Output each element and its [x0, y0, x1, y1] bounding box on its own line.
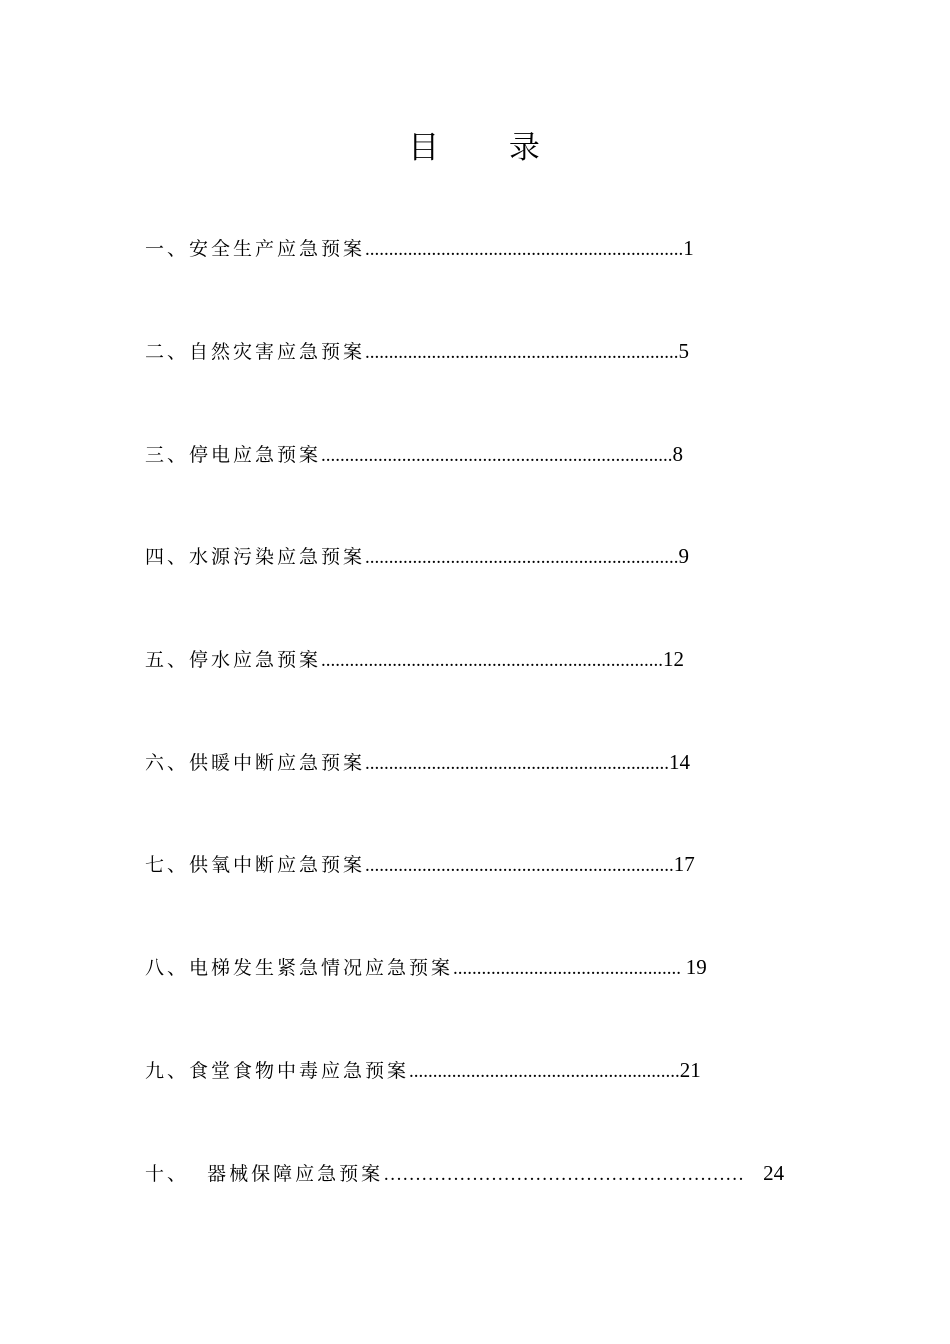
- toc-entry-page: 19: [685, 955, 707, 979]
- toc-entry-page: 14: [669, 750, 691, 774]
- toc-entry-label: 电梯发生紧急情况应急预案: [189, 957, 454, 979]
- toc-entry[interactable]: [145, 233, 694, 263]
- toc-entry[interactable]: [145, 747, 690, 777]
- toc-entry-leader: ................................................: [453, 958, 686, 979]
- toc-entry-number: 七、: [145, 854, 190, 876]
- toc-entry-number: 八、: [145, 957, 190, 979]
- toc-entry-label: 安全生产应急预案: [189, 238, 366, 260]
- toc-entry-leader: ..................................................................: [365, 547, 679, 568]
- toc-entry-page: 9: [678, 544, 690, 568]
- toc-entry-label: 停电应急预案: [189, 444, 322, 466]
- page-title: 目 录: [408, 130, 570, 166]
- toc-entry-page: 1: [683, 236, 694, 260]
- toc-entry-page: 5: [678, 339, 690, 363]
- toc-entry-page: 17: [673, 852, 695, 876]
- toc-entry-page: 12: [663, 647, 685, 671]
- toc-entry-number: 二、: [145, 341, 190, 363]
- toc-entry-number: 四、: [145, 546, 190, 568]
- toc-entry[interactable]: [145, 952, 707, 982]
- toc-entry-leader: .........................................................: [409, 1061, 680, 1082]
- toc-entry[interactable]: [145, 1158, 784, 1188]
- toc-entry-number: 一、: [145, 238, 190, 260]
- toc-entry-label: 自然灾害应急预案: [189, 341, 366, 363]
- toc-entry[interactable]: [145, 439, 683, 469]
- toc-entry-number: 十、: [145, 1163, 190, 1185]
- toc-entry-label: 器械保障应急预案: [189, 1163, 384, 1185]
- toc-entry[interactable]: [145, 644, 684, 674]
- toc-entry-number: 六、: [145, 752, 190, 774]
- toc-entry-label: 水源污染应急预案: [189, 546, 366, 568]
- toc-entry[interactable]: [145, 1055, 701, 1085]
- toc-entry-label: 停水应急预案: [189, 649, 322, 671]
- toc-entry[interactable]: [145, 541, 689, 571]
- toc-entry-leader: ...................................................................: [365, 239, 684, 260]
- toc-entry-number: 九、: [145, 1060, 190, 1082]
- toc-entry-label: 供暖中断应急预案: [189, 752, 366, 774]
- toc-entry-leader: ........................................................................: [321, 650, 664, 671]
- toc-entry-number: 三、: [145, 444, 190, 466]
- toc-entry-leader: ................................................................: [365, 753, 670, 774]
- toc-entry-page: 21: [679, 1058, 701, 1082]
- toc-entry-leader: ..........................................................................: [321, 445, 673, 466]
- toc-entry[interactable]: [145, 849, 695, 879]
- toc-entry-page: 8: [672, 442, 684, 466]
- toc-entry-page: 24: [763, 1161, 785, 1185]
- toc-entry-leader: .................................................................: [365, 855, 674, 876]
- toc-entry[interactable]: [145, 336, 689, 366]
- toc-entry-label: 供氧中断应急预案: [189, 854, 366, 876]
- toc-entry-number: 五、: [145, 649, 190, 671]
- toc-entry-label: 食堂食物中毒应急预案: [189, 1060, 410, 1082]
- toc-entry-leader: …………………………………………………: [383, 1164, 764, 1185]
- toc-entry-leader: ..................................................................: [365, 342, 679, 363]
